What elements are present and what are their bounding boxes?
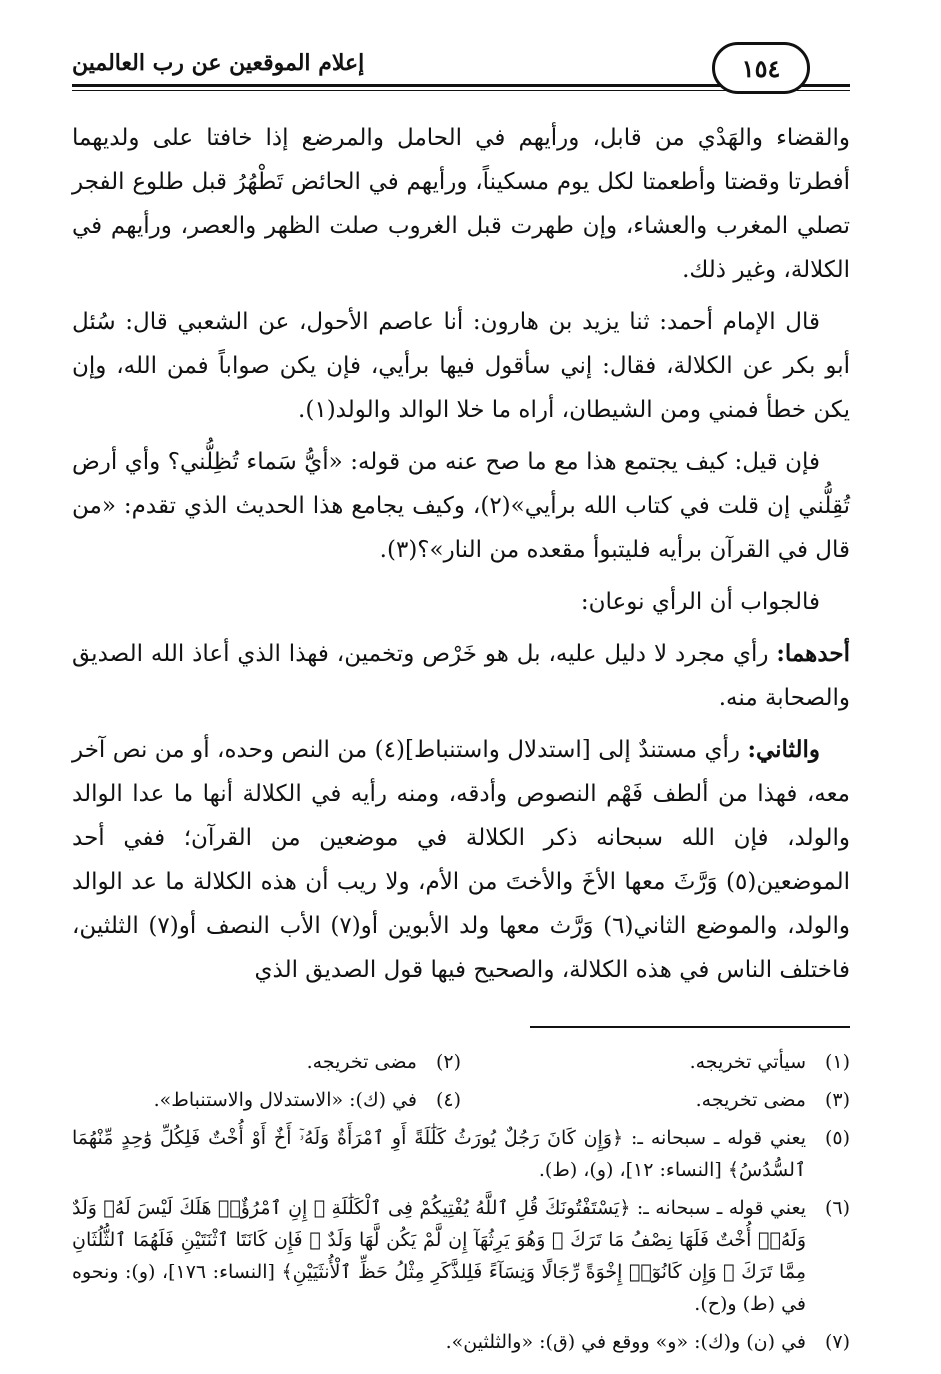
paragraph-lead: والثاني: (747, 736, 820, 763)
footnote-text: في (ن) و(ك): «و» ووقع في (ق): «والثلثين». (445, 1331, 806, 1353)
footnote-number: (٢) (435, 1051, 461, 1073)
footnote (461, 1084, 850, 1116)
footnote-text: مضى تخريجه. (306, 1051, 417, 1073)
footnote-row (72, 1122, 850, 1186)
footnote-text: مضى تخريجه. (695, 1089, 806, 1111)
paragraph-text: والقضاء والهَدْي من قابل، ورأيهم في الحامل والمرضع إذا خافتا على ولديهما أفطرتا وقضتا وأطعمتا لكل يوم مسكيناً، ورأيهم في الحائض تَطْهُرُ قبل طلوع الفجر تصلي المغرب والعشاء، وإن طهرت قبل الغروب صلت الظهر والعصر، ورأيهم في الكلالة، وغير ذلك. (72, 125, 850, 283)
footnote-row (72, 1046, 850, 1078)
paragraph-text: رأي مجرد لا دليل عليه، بل هو خَرْص وتخمين، فهذا الذي أعاذ الله الصديق والصحابة منه. (72, 641, 850, 711)
footnote (72, 1192, 850, 1320)
main-text (72, 116, 850, 992)
footnote (72, 1326, 850, 1358)
footnote-number: (٧) (824, 1331, 850, 1353)
paragraph (72, 300, 850, 432)
footnote (72, 1084, 461, 1116)
page-header (72, 38, 850, 104)
footnote-text: يعني قوله ـ سبحانه ـ: ﴿وَإِن كَانَ رَجُلٌ يُورَثُ كَلَٰلَةً أَوِ ٱمْرَأَةٌ وَلَهُۥٓ أَخٌ أَوْ أُخْتٌ فَلِكُلِّ وَٰحِدٍ مِّنْهُمَا ٱلسُّدُسُ﴾ [النساء: ١٢]، (و)، (ط). (72, 1127, 806, 1181)
paragraph-text: فإن قيل: كيف يجتمع هذا مع ما صح عنه من قوله: «أيُّ سَماء تُظِلُّني؟ وأي أرض تُقِلُّني إن قلت في كتاب الله برأيي»(٢)، وكيف يجامع هذا الحديث الذي تقدم: «من قال في القرآن برأيه فليتبوأ مقعده من النار»؟(٣). (72, 449, 850, 563)
paragraph (72, 440, 850, 572)
footnote (461, 1046, 850, 1078)
paragraph (72, 116, 850, 292)
footnote-number: (٣) (824, 1089, 850, 1111)
footnote-row (72, 1326, 850, 1358)
page-number: ١٥٤ (712, 42, 810, 94)
paragraph-text: رأي مستندٌ إلى [استدلال واستنباط](٤) من النص وحده، أو من نص آخر معه، فهذا من ألطف فَهْم النصوص وأدقه، ومنه رأيه في الكلالة أنها ما عدا الوالد والولد، فإن الله سبحانه ذكر الكلالة في موضعين من القرآن؛ ففي أحد الموضعين(٥) وَرَّثَ معها الأخَ والأختَ من الأم، ولا ريب أن هذه الكلالة ما عد الوالد والولد، والموضع الثاني(٦) وَرَّث معها ولد الأبوين أو(٧) الأب النصف أو(٧) الثلثين، فاختلف الناس في هذه الكلالة، والصحيح فيها قول الصديق الذي (72, 737, 850, 983)
footnote-row (72, 1084, 850, 1116)
paragraph (72, 632, 850, 720)
footnote-number: (١) (824, 1051, 850, 1073)
footnote-number: (٦) (824, 1197, 850, 1219)
footnote-text: في (ك): «الاستدلال والاستنباط». (153, 1089, 417, 1111)
paragraph (72, 728, 850, 992)
footnote-number: (٥) (824, 1127, 850, 1149)
paragraph-lead: أحدهما: (776, 640, 850, 667)
footnote-text: سيأتي تخريجه. (689, 1051, 806, 1073)
footnote (72, 1122, 850, 1186)
footnote (72, 1046, 461, 1078)
footnote-separator (530, 1026, 850, 1028)
paragraph (72, 580, 850, 624)
paragraph-text: قال الإمام أحمد: ثنا يزيد بن هارون: أنا عاصم الأحول، عن الشعبي قال: سُئل أبو بكر عن الكلالة، فقال: إني سأقول فيها برأيي، فإن يكن صواباً فمن الله، وإن يكن خطأ فمني ومن الشيطان، أراه ما خلا الوالد والولد(١). (72, 309, 850, 423)
footnote-number: (٤) (435, 1089, 461, 1111)
book-page (72, 38, 850, 1353)
paragraph-text: فالجواب أن الرأي نوعان: (580, 589, 820, 615)
footnote-row (72, 1192, 850, 1320)
footnote-text: يعني قوله ـ سبحانه ـ: ﴿يَسْتَفْتُونَكَ قُلِ ٱللَّهُ يُفْتِيكُمْ فِى ٱلْكَلَٰلَةِ ۚ إِنِ ٱمْرُؤٌا۟ هَلَكَ لَيْسَ لَهُۥ وَلَدٌ وَلَهُۥٓ أُخْتٌ فَلَهَا نِصْفُ مَا تَرَكَ ۚ وَهُوَ يَرِثُهَآ إِن لَّمْ يَكُن لَّهَا وَلَدٌ ۚ فَإِن كَانَتَا ٱثْنَتَيْنِ فَلَهُمَا ٱلثُّلُثَانِ مِمَّا تَرَكَ ۚ وَإِن كَانُوٓا۟ إِخْوَةً رِّجَالًا وَنِسَآءً فَلِلذَّكَرِ مِثْلُ حَظِّ ٱلْأُنثَيَيْنِ﴾ [النساء: ١٧٦]، (و): ونحوه في (ط) و(ح). (72, 1197, 807, 1315)
running-title: إعلام الموقعين عن رب العالمين (72, 50, 365, 76)
footnotes (72, 1046, 850, 1358)
